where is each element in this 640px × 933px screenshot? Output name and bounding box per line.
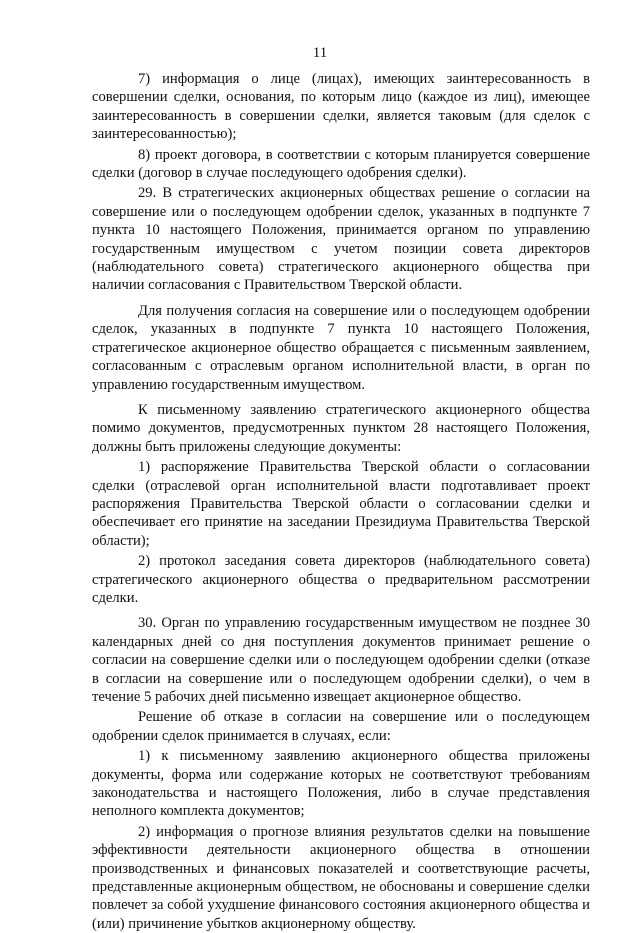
paragraph-refusal-case-1: 1) к письменному заявлению акционерного общества приложены документы, форма или содержание которых не соответствуют требованиям законодательства и настоящего Положения, либо в случае представления неполного комплекта документов; (92, 748, 590, 820)
document-body (92, 70, 590, 933)
paragraph-required-documents: К письменному заявлению стратегического акционерного общества помимо документов, предусмотренных пунктом 28 настоящего Положения, должны быть приложены следующие документы: (92, 401, 590, 455)
page-number: 11 (312, 45, 328, 61)
paragraph-document-2: 2) протокол заседания совета директоров (наблюдательного совета) стратегического акционерного общества о предварительном рассмотрении сделки. (92, 553, 590, 606)
paragraph-item-7: 7) информация о лице (лицах), имеющих заинтересованность в совершении сделки, основания, по которым лицо (каждое из лиц), имеющее заинтересованность в совершении сделки, является таковым (для сделок с заинтересованностью); (92, 71, 590, 143)
paragraph-consent-request: Для получения согласия на совершение или о последующем одобрении сделок, указанных в подпункте 7 пункта 10 настоящего Положения, стратегическое акционерное общество обращается с письменным заявлением, согласованным с отраслевым органом исполнительной власти, в орган по управлению государственным имуществом. (92, 302, 590, 393)
paragraph-clause-30: 30. Орган по управлению государственным имуществом не позднее 30 календарных дней со дня поступления документов принимает решение о согласии на совершение сделки или о последующем одобрении сделки (отказе в согласии на совершение или о последующем одобрении сделки), о чем в течение 5 рабочих дней письменно извещает акционерное общество. (92, 615, 590, 705)
paragraph-clause-29: 29. В стратегических акционерных обществах решение о согласии на совершение или о последующем одобрении сделок, указанных в подпункте 7 пункта 10 настоящего Положения, принимается органом по управлению государственным имуществом с учетом позиции совета директоров (наблюдательного совета) стратегического акционерного общества при наличии согласования с Правительством Тверской области. (92, 185, 590, 294)
paragraph-document-1: 1) распоряжение Правительства Тверской области о согласовании сделки (отраслевой орган исполнительной власти подготавливает проект распоряжения Правительства Тверской области о согласовании сделки и обеспечивает его принятие на заседании Президиума Правительства Тверской области); (92, 459, 590, 549)
paragraph-item-8: 8) проект договора, в соответствии с которым планируется совершение сделки (договор в случае последующего одобрения сделки). (92, 146, 590, 182)
paragraph-refusal-cases: Решение об отказе в согласии на совершение или о последующем одобрении сделок принимается в случаях, если: (92, 709, 590, 744)
paragraph-refusal-case-2: 2) информация о прогнозе влияния результатов сделки на повышение эффективности деятельности акционерного общества в отношении производственных и финансовых показателей и соответствующие расчеты, представленные акционерным обществом, не обоснованы и совершение сделки повлечет за собой ухудшение финансового состояния акционерного общества и (или) причинение убытков акционерному обществу. (92, 823, 590, 932)
